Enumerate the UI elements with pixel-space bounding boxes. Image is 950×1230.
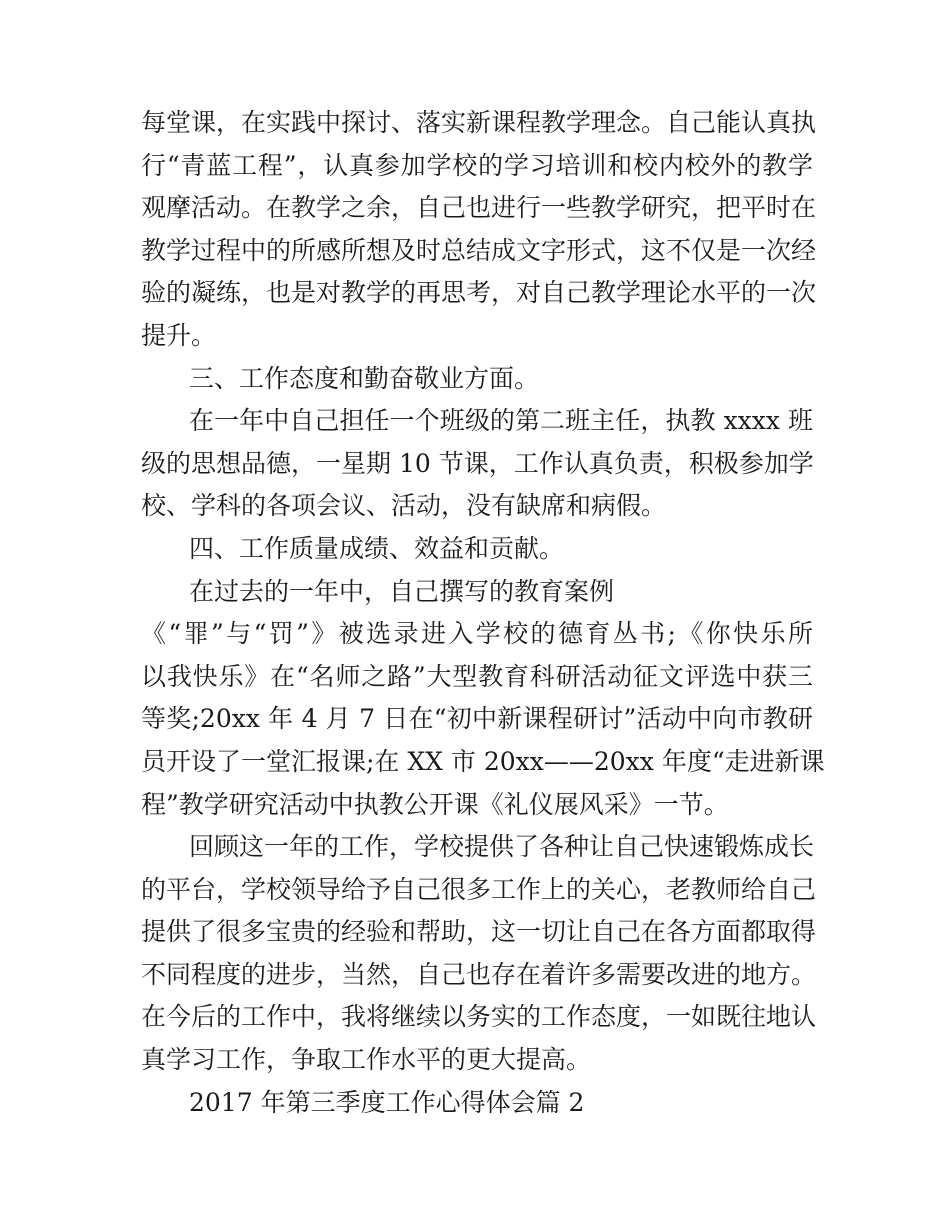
section-heading-work-attitude: 三、工作态度和勤奋敬业方面。 bbox=[189, 363, 540, 393]
text-line: 真学习工作，争取工作水平的更大提高。 bbox=[141, 1045, 592, 1075]
paragraph-review bbox=[141, 826, 817, 1082]
text-line: 员开设了一堂汇报课;在 XX 市 20xx——20xx 年度“走进新课 bbox=[141, 746, 825, 776]
text-line: 教学过程中的所感所想及时总结成文字形式，这不仅是一次经 bbox=[141, 235, 817, 265]
paragraph-teaching-research bbox=[141, 102, 817, 358]
text-line: 在今后的工作中，我将继续以务实的工作态度，一如既往地认 bbox=[141, 1002, 817, 1032]
text-line: 级的思想品德，一星期 10 节课，工作认真负责，积极参加学 bbox=[141, 448, 814, 478]
text-line: 以我快乐》在“名师之路”大型教育科研活动征文评选中获三 bbox=[141, 661, 813, 691]
text-line: 程”教学研究活动中执教公开课《礼仪展风采》一节。 bbox=[141, 789, 729, 819]
document-page bbox=[141, 102, 825, 1124]
section-heading-work-quality: 四、工作质量成绩、效益和贡献。 bbox=[189, 533, 565, 563]
paragraph-work-attitude bbox=[141, 400, 813, 528]
text-line: 验的凝练，也是对教学的再思考，对自己教学理论水平的一次 bbox=[141, 278, 817, 308]
text-line: 观摩活动。在教学之余，自己也进行一些教学研究，把平时在 bbox=[141, 193, 817, 223]
text-line: 在过去的一年中，自己撰写的教育案例 bbox=[189, 576, 615, 606]
text-line: 《“罪”与“罚”》被选录进入学校的德育丛书;《你快乐所 bbox=[141, 619, 813, 649]
text-line: 回顾这一年的工作，学校提供了各种让自己快速锻炼成长 bbox=[189, 832, 815, 862]
text-line: 行“青蓝工程”，认真参加学校的学习培训和校内校外的教学 bbox=[141, 150, 813, 180]
text-line: 校、学科的各项会议、活动，没有缺席和病假。 bbox=[141, 491, 667, 521]
next-article-title: 2017 年第三季度工作心得体会篇 2 bbox=[189, 1087, 585, 1117]
text-line: 不同程度的进步，当然，自己也存在着许多需要改进的地方。 bbox=[141, 959, 817, 989]
text-line: 提升。 bbox=[141, 320, 217, 350]
text-line: 每堂课，在实践中探讨、落实新课程教学理念。自己能认真执 bbox=[141, 108, 817, 137]
text-line: 的平台，学校领导给予自己很多工作上的关心，老教师给自己 bbox=[141, 874, 817, 904]
paragraph-achievements bbox=[141, 571, 825, 827]
text-line: 等奖;20xx 年 4 月 7 日在“初中新课程研讨”活动中向市教研 bbox=[141, 704, 813, 734]
text-line: 在一年中自己担任一个班级的第二班主任，执教 xxxx 班 bbox=[189, 406, 813, 436]
text-line: 提供了很多宝贵的经验和帮助，这一切让自己在各方面都取得 bbox=[141, 917, 817, 947]
